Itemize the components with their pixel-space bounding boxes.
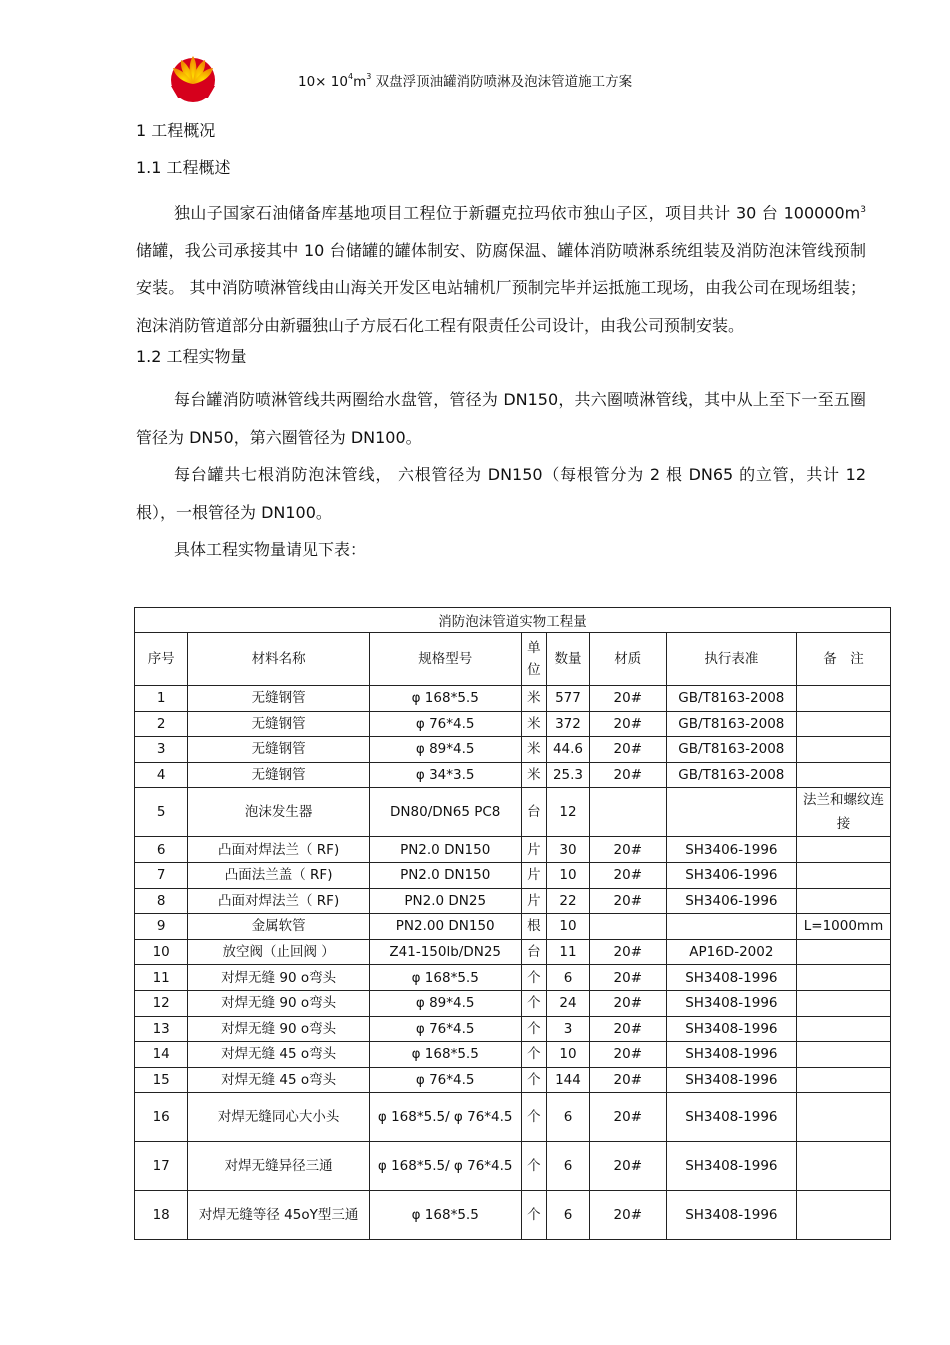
cell-unit: 个 (521, 1042, 547, 1068)
cell-grade: 20# (589, 1067, 666, 1093)
cell-quantity: 25.3 (547, 762, 590, 788)
cell-grade: 20# (589, 1042, 666, 1068)
document-title: $10\times 10^4m^3$ 双盘浮顶油罐消防喷淋及泡沫管道施工方案 (298, 71, 633, 90)
cell-remarks (796, 965, 890, 991)
cell-spec: φ 76*4.5 (369, 1016, 521, 1042)
cell-unit: 个 (521, 1016, 547, 1042)
cell-standard: GB/T8163-2008 (666, 711, 796, 737)
table-caption: 消防泡沫管道实物工程量 (135, 608, 891, 633)
table-row (135, 711, 891, 737)
cell-material: 凸面对焊法兰（ RF) (188, 837, 370, 863)
cell-standard: SH3406-1996 (666, 837, 796, 863)
cell-quantity: 6 (547, 1142, 590, 1191)
cell-spec: φ 89*4.5 (369, 990, 521, 1016)
table-row (135, 990, 891, 1016)
cell-remarks (796, 686, 890, 712)
cell-index: 6 (135, 837, 188, 863)
cell-unit: 个 (521, 1191, 547, 1240)
cell-unit: 米 (521, 737, 547, 763)
cell-spec: φ 34*3.5 (369, 762, 521, 788)
cell-unit: 个 (521, 965, 547, 991)
cell-grade (589, 788, 666, 837)
cell-remarks (796, 711, 890, 737)
cell-spec: Z41-150lb/DN25 (369, 939, 521, 965)
cell-index: 2 (135, 711, 188, 737)
cell-remarks (796, 888, 890, 914)
quantity-table-container (134, 607, 891, 1240)
cell-index: 9 (135, 914, 188, 940)
col-header-standard: 执行表准 (666, 633, 796, 686)
cell-quantity: 577 (547, 686, 590, 712)
cell-index: 10 (135, 939, 188, 965)
cell-material: 对焊无缝 90 o弯头 (188, 965, 370, 991)
cell-material: 无缝钢管 (188, 737, 370, 763)
cell-index: 5 (135, 788, 188, 837)
cell-quantity: 6 (547, 1093, 590, 1142)
cell-grade: 20# (589, 1093, 666, 1142)
cell-standard: AP16D-2002 (666, 939, 796, 965)
cell-standard: SH3408-1996 (666, 1093, 796, 1142)
table-row (135, 762, 891, 788)
cell-unit: 米 (521, 762, 547, 788)
cell-index: 4 (135, 762, 188, 788)
col-header-grade: 材质 (589, 633, 666, 686)
cell-remarks (796, 762, 890, 788)
cell-grade: 20# (589, 686, 666, 712)
cell-standard: SH3406-1996 (666, 888, 796, 914)
cell-standard: SH3408-1996 (666, 1191, 796, 1240)
table-row (135, 1067, 891, 1093)
cell-quantity: 6 (547, 1191, 590, 1240)
cell-quantity: 10 (547, 862, 590, 888)
cell-quantity: 44.6 (547, 737, 590, 763)
cell-material: 无缝钢管 (188, 762, 370, 788)
cell-spec: φ 76*4.5 (369, 711, 521, 737)
cell-quantity: 30 (547, 837, 590, 863)
cell-material: 对焊无缝 90 o弯头 (188, 1016, 370, 1042)
cell-remarks (796, 862, 890, 888)
cell-unit: 根 (521, 914, 547, 940)
cell-quantity: 24 (547, 990, 590, 1016)
table-row (135, 939, 891, 965)
table-row (135, 686, 891, 712)
quantity-paragraph-2: 每台罐共七根消防泡沫管线， 六根管径为 DN150（每根管分为 2 根 DN65 的立管，共计 12 根），一根管径为 DN100。 (136, 465, 866, 522)
cell-remarks (796, 1042, 890, 1068)
cell-material: 无缝钢管 (188, 711, 370, 737)
cell-remarks (796, 1093, 890, 1142)
col-header-spec: 规格型号 (369, 633, 521, 686)
cell-index: 17 (135, 1142, 188, 1191)
cell-material: 对焊无缝 90 o弯头 (188, 990, 370, 1016)
cell-material: 放空阀（止回阀 ） (188, 939, 370, 965)
cell-standard (666, 788, 796, 837)
cell-unit: 个 (521, 1093, 547, 1142)
cell-unit: 片 (521, 862, 547, 888)
cell-remarks: 法兰和螺纹连接 (796, 788, 890, 837)
cell-spec: DN80/DN65 PC8 (369, 788, 521, 837)
cell-index: 16 (135, 1093, 188, 1142)
cell-quantity: 6 (547, 965, 590, 991)
cell-grade: 20# (589, 888, 666, 914)
cell-spec: φ 168*5.5 (369, 1042, 521, 1068)
cell-unit: 米 (521, 711, 547, 737)
cell-unit: 个 (521, 990, 547, 1016)
cell-index: 8 (135, 888, 188, 914)
cell-material: 对焊无缝同心大小头 (188, 1093, 370, 1142)
cell-spec: φ 168*5.5/ φ 76*4.5 (369, 1142, 521, 1191)
cell-remarks (796, 1067, 890, 1093)
cell-index: 11 (135, 965, 188, 991)
cell-standard: SH3408-1996 (666, 1016, 796, 1042)
col-header-quantity: 数量 (547, 633, 590, 686)
table-row (135, 1142, 891, 1191)
table-row (135, 888, 891, 914)
page-header (0, 48, 950, 108)
cell-spec: φ 168*5.5 (369, 1191, 521, 1240)
cell-spec: PN2.0 DN150 (369, 837, 521, 863)
cell-unit: 个 (521, 1067, 547, 1093)
cell-quantity: 10 (547, 914, 590, 940)
cell-index: 18 (135, 1191, 188, 1240)
cell-remarks (796, 1191, 890, 1240)
cell-standard: GB/T8163-2008 (666, 686, 796, 712)
table-row (135, 788, 891, 837)
table-row (135, 837, 891, 863)
cell-grade: 20# (589, 965, 666, 991)
cell-grade: 20# (589, 711, 666, 737)
cell-grade: 20# (589, 762, 666, 788)
cell-spec: φ 168*5.5/ φ 76*4.5 (369, 1093, 521, 1142)
cell-material: 金属软管 (188, 914, 370, 940)
cell-material: 凸面对焊法兰（ RF) (188, 888, 370, 914)
cell-unit: 片 (521, 888, 547, 914)
cell-standard: SH3406-1996 (666, 862, 796, 888)
cell-material: 对焊无缝异径三通 (188, 1142, 370, 1191)
cell-spec: φ 168*5.5 (369, 965, 521, 991)
col-header-index: 序号 (135, 633, 188, 686)
section-heading-1-2: 1.2 工程实物量 (136, 347, 247, 367)
cell-material: 凸面法兰盖（ RF) (188, 862, 370, 888)
cell-remarks (796, 990, 890, 1016)
cell-quantity: 11 (547, 939, 590, 965)
cell-remarks (796, 737, 890, 763)
table-row (135, 737, 891, 763)
company-logo-icon (168, 54, 218, 102)
cell-grade: 20# (589, 737, 666, 763)
quantity-table (134, 607, 891, 1240)
table-row (135, 914, 891, 940)
cell-material: 对焊无缝 45 o弯头 (188, 1067, 370, 1093)
cell-quantity: 144 (547, 1067, 590, 1093)
table-row (135, 862, 891, 888)
table-row (135, 965, 891, 991)
cell-unit: 片 (521, 837, 547, 863)
col-header-material: 材料名称 (188, 633, 370, 686)
quantity-paragraph-3: 具体工程实物量请见下表： (174, 540, 367, 560)
overview-paragraph: 独山子国家石油储备库基地项目工程位于新疆克拉玛依市独山子区，项目共计 30 台 $100000m^3$储罐，我公司承接其中 10 台储罐的罐体制安、防腐保温、罐体消防喷淋系统组装及消防泡沫管线预制安装。 其中消防喷淋管线由山海关开发区电站辅机厂预制完毕并运抵施工现场，由我公司在现场组装；泡沫消防管道部分由新疆独山子方辰石化工程有限责任公司设计，由我公司预制安装。 (136, 203, 866, 335)
cell-index: 14 (135, 1042, 188, 1068)
cell-standard: SH3408-1996 (666, 965, 796, 991)
cell-unit: 个 (521, 1142, 547, 1191)
cell-material: 无缝钢管 (188, 686, 370, 712)
section-heading-1-1: 1.1 工程概述 (136, 158, 231, 177)
cell-standard: SH3408-1996 (666, 1042, 796, 1068)
cell-quantity: 3 (547, 1016, 590, 1042)
cell-material: 对焊无缝 45 o弯头 (188, 1042, 370, 1068)
cell-standard: SH3408-1996 (666, 1142, 796, 1191)
quantity-paragraph-1: 每台罐消防喷淋管线共两圈给水盘管，管径为 DN150，共六圈喷淋管线，其中从上至下一至五圈管径为 DN50，第六圈管径为 DN100。 (136, 390, 866, 447)
col-header-unit: 单位 (521, 633, 547, 686)
table-row (135, 1191, 891, 1240)
cell-grade (589, 914, 666, 940)
table-body (135, 686, 891, 1240)
cell-grade: 20# (589, 939, 666, 965)
cell-index: 13 (135, 1016, 188, 1042)
cell-standard (666, 914, 796, 940)
cell-spec: PN2.0 DN25 (369, 888, 521, 914)
cell-index: 1 (135, 686, 188, 712)
cell-index: 3 (135, 737, 188, 763)
cell-material: 泡沫发生器 (188, 788, 370, 837)
cell-grade: 20# (589, 837, 666, 863)
cell-unit: 台 (521, 788, 547, 837)
cell-quantity: 12 (547, 788, 590, 837)
cell-spec: φ 168*5.5 (369, 686, 521, 712)
cell-remarks (796, 1016, 890, 1042)
table-row (135, 1016, 891, 1042)
cell-grade: 20# (589, 990, 666, 1016)
cell-spec: φ 76*4.5 (369, 1067, 521, 1093)
cell-unit: 米 (521, 686, 547, 712)
cell-grade: 20# (589, 1142, 666, 1191)
cell-index: 7 (135, 862, 188, 888)
cell-quantity: 22 (547, 888, 590, 914)
cell-standard: SH3408-1996 (666, 990, 796, 1016)
cell-standard: GB/T8163-2008 (666, 762, 796, 788)
cell-remarks (796, 1142, 890, 1191)
cell-spec: PN2.0 DN150 (369, 862, 521, 888)
cell-quantity: 372 (547, 711, 590, 737)
col-header-remarks: 备 注 (796, 633, 890, 686)
cell-remarks (796, 837, 890, 863)
document-body (136, 118, 866, 569)
cell-index: 12 (135, 990, 188, 1016)
section-heading-1: 1 工程概况 (136, 121, 216, 140)
cell-material: 对焊无缝等径 45oY型三通 (188, 1191, 370, 1240)
cell-standard: GB/T8163-2008 (666, 737, 796, 763)
cell-grade: 20# (589, 862, 666, 888)
cell-unit: 台 (521, 939, 547, 965)
table-row (135, 1042, 891, 1068)
cell-remarks (796, 939, 890, 965)
cell-quantity: 10 (547, 1042, 590, 1068)
cell-grade: 20# (589, 1016, 666, 1042)
table-row (135, 1093, 891, 1142)
cell-standard: SH3408-1996 (666, 1067, 796, 1093)
cell-index: 15 (135, 1067, 188, 1093)
cell-remarks: L=1000mm (796, 914, 890, 940)
cell-grade: 20# (589, 1191, 666, 1240)
cell-spec: φ 89*4.5 (369, 737, 521, 763)
cell-spec: PN2.00 DN150 (369, 914, 521, 940)
